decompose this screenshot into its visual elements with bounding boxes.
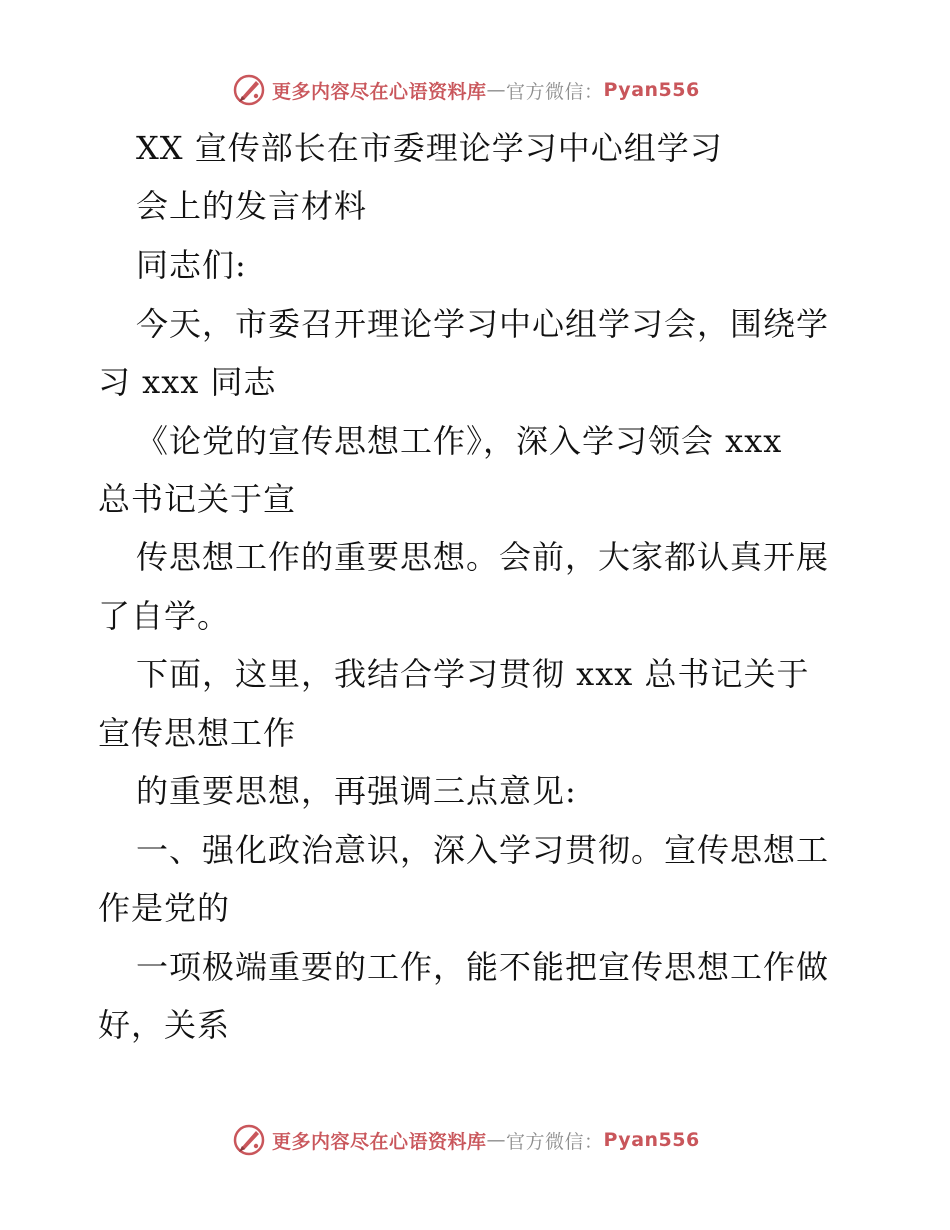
doc-title-line-1: XX 宣传部长在市委理论学习中心组学习 (136, 129, 723, 167)
watermark-banner-bottom (232, 1122, 700, 1158)
doc-line: 今天，市委召开理论学习中心组学习会，围绕学 (136, 305, 830, 343)
doc-line: 好，关系 (98, 1006, 231, 1044)
doc-line: 作是党的 (98, 889, 231, 927)
doc-line: 习 xxx 同志 (98, 363, 277, 401)
doc-title-line-2: 会上的发言材料 (136, 187, 368, 225)
doc-line: 传思想工作的重要思想。会前，大家都认真开展 (136, 538, 830, 576)
doc-line: 了自学。 (98, 597, 231, 635)
doc-line: 的重要思想，再强调三点意见: (136, 772, 577, 810)
watermark-dash: — (486, 1129, 507, 1151)
watermark-banner-top (232, 72, 700, 108)
quill-pen-icon (232, 73, 266, 107)
doc-line: 宣传思想工作 (98, 714, 297, 752)
watermark-main-text: 更多内容尽在心语资料库 (272, 80, 487, 103)
doc-line: 总书记关于宣 (98, 480, 297, 518)
doc-salutation: 同志们: (136, 246, 247, 284)
watermark-dash: — (486, 79, 507, 101)
watermark-label: 官方微信： (506, 80, 604, 103)
watermark-label: 官方微信： (506, 1130, 604, 1153)
watermark-wechat-id: Pyan556 (603, 79, 700, 101)
doc-line: 一项极端重要的工作，能不能把宣传思想工作做 (136, 948, 830, 986)
doc-line: 下面，这里，我结合学习贯彻 xxx 总书记关于 (136, 655, 810, 693)
quill-pen-icon (232, 1123, 266, 1157)
watermark-main-text: 更多内容尽在心语资料库 (272, 1130, 487, 1153)
watermark-wechat-id: Pyan556 (603, 1129, 700, 1151)
doc-line: 一、强化政治意识，深入学习贯彻。宣传思想工 (136, 831, 830, 869)
doc-line: 《论党的宣传思想工作》，深入学习领会 xxx (136, 422, 783, 460)
